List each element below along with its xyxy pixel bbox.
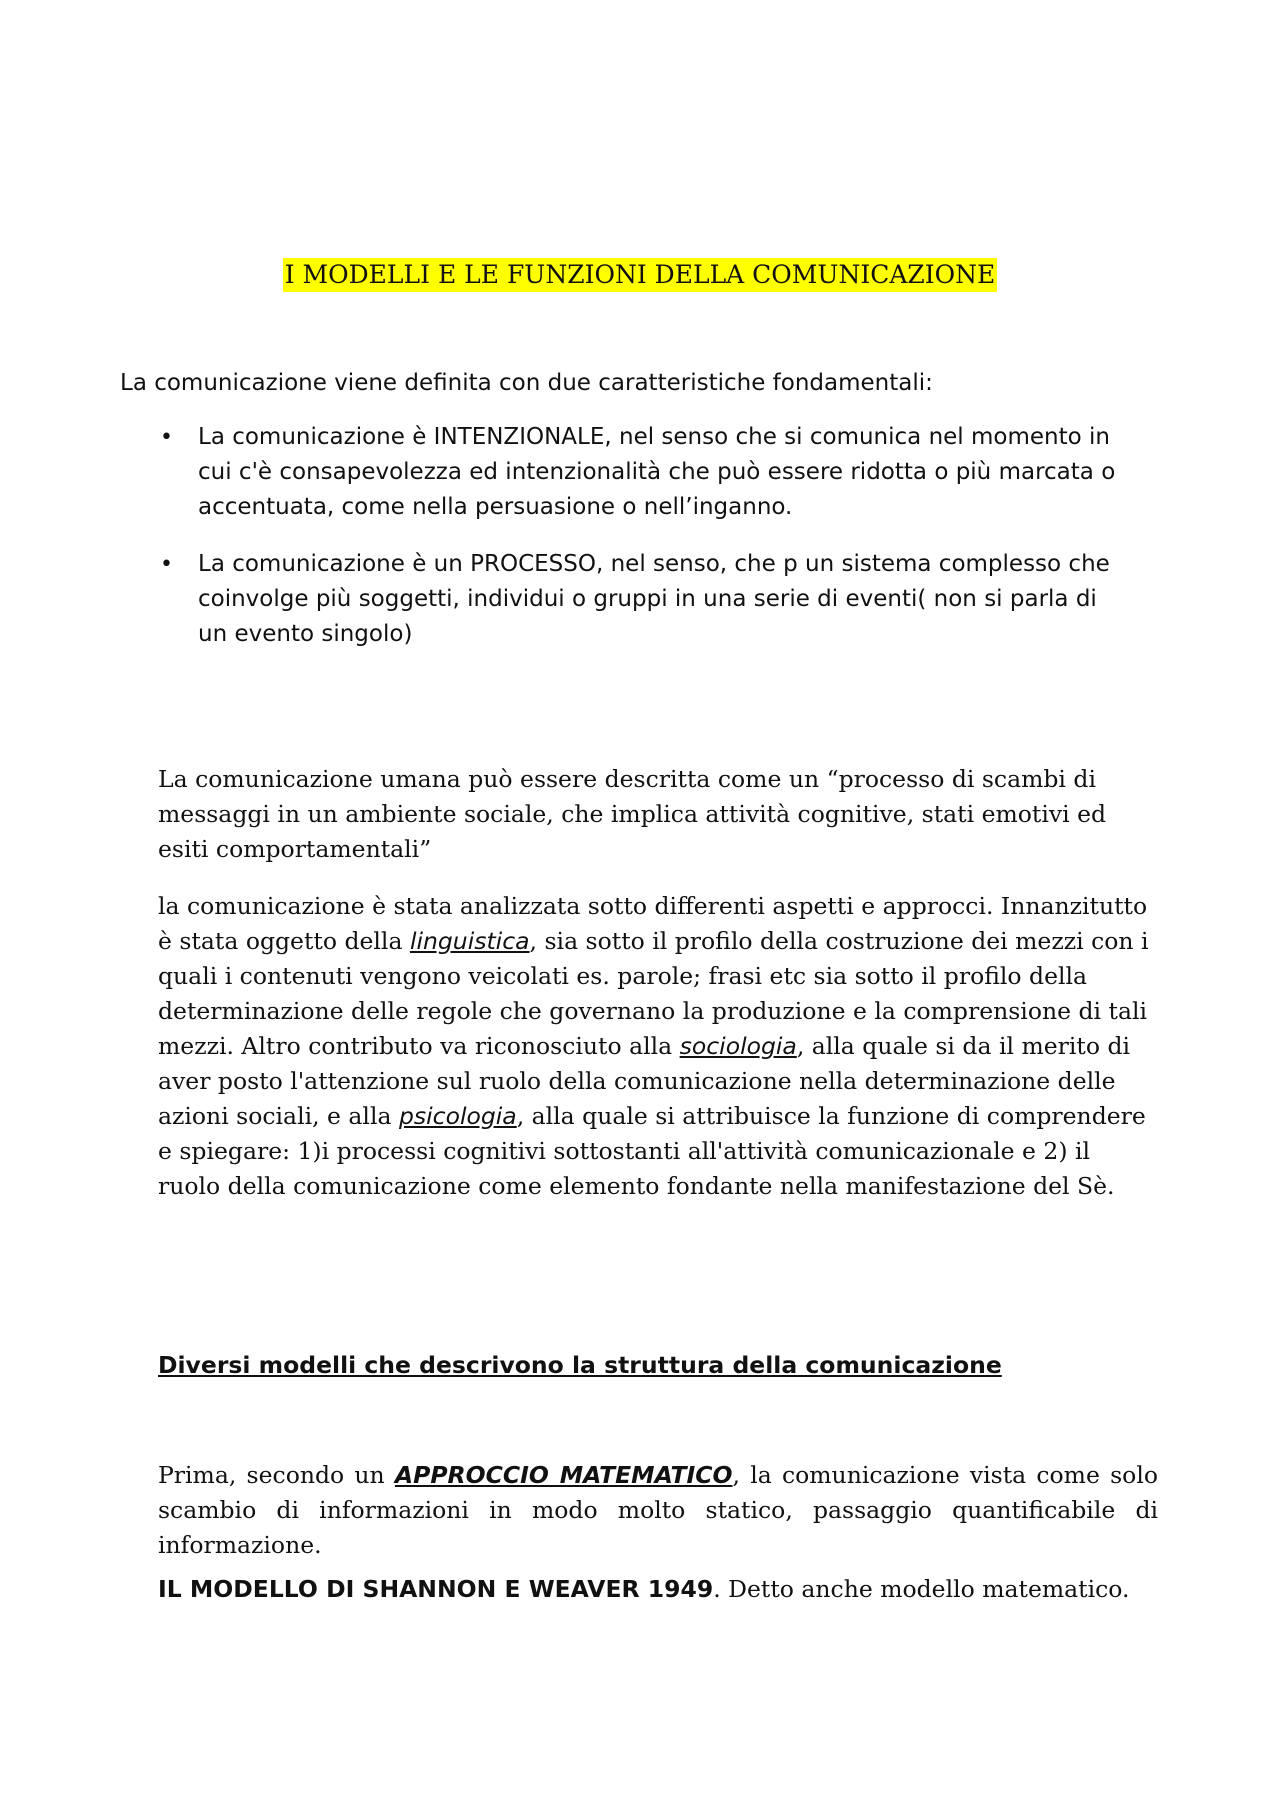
paragraph-text: , la comunicazione vista come solo scambio di informazioni in modo molto statico, passaggio quantificabile di informazione. xyxy=(158,1461,1158,1559)
bullet-icon: • xyxy=(160,552,173,577)
keyword-approccio-matematico: APPROCCIO MATEMATICO xyxy=(394,1461,733,1489)
paragraph-approaches xyxy=(158,889,1158,1204)
paragraph-text: . Detto anche modello matematico. xyxy=(713,1575,1130,1603)
paragraph-text: Prima, secondo un xyxy=(158,1461,395,1489)
paragraph-definition: La comunicazione umana può essere descritta come un “processo di scambi di messaggi in un ambiente sociale, che implica attività cognitive, stati emotivi ed esiti comportamentali” xyxy=(158,765,1107,863)
model-name: IL MODELLO DI SHANNON E WEAVER 1949 xyxy=(158,1575,714,1603)
paragraph-math-approach xyxy=(158,1458,1158,1563)
bullet-list xyxy=(160,420,1130,674)
page-title: I MODELLI E LE FUNZIONI DELLA COMUNICAZIONE xyxy=(283,258,998,292)
paragraph-text: , alla quale si attribuisce la funzione di comprendere e spiegare: 1)i processi cognitivi sottostanti all'attività comunicazionale e 2) il ruolo della comunicazione come elemento fondante nella manifestazione del Sè. xyxy=(158,1102,1146,1200)
list-item-text: La comunicazione è un PROCESSO, nel senso, che p un sistema complesso che coinvolge più soggetti, individui o gruppi in una serie di eventi( non si parla di un evento singolo) xyxy=(198,551,1110,647)
keyword-psicologia: psicologia xyxy=(398,1102,517,1130)
paragraph-text: la comunicazione è stata analizzata sotto differenti aspetti e approcci. Innanzitutto è stata oggetto della xyxy=(158,892,1148,955)
keyword-sociologia: sociologia xyxy=(679,1032,797,1060)
paragraph-shannon-weaver xyxy=(158,1572,1158,1607)
paragraph-text: , alla quale si da il merito di aver posto l'attenzione sul ruolo della comunicazione nella determinazione delle azioni sociali, e alla xyxy=(158,1032,1131,1130)
section-heading: Diversi modelli che descrivono la struttura della comunicazione xyxy=(158,1351,1002,1379)
title-container xyxy=(0,258,1280,292)
paragraph-text: , sia sotto il profilo della costruzione dei mezzi con i quali i contenuti vengono veicolati es. parole; frasi etc sia sotto il profilo della determinazione delle regole che governano la produzione e la comprensione di tali mezzi. Altro contributo va riconosciuto alla xyxy=(158,927,1149,1060)
list-item xyxy=(160,547,1130,652)
list-item xyxy=(160,420,1130,525)
intro-text: La comunicazione viene definita con due caratteristiche fondamentali: xyxy=(120,370,933,396)
bullet-icon: • xyxy=(160,425,173,450)
list-item-text: La comunicazione è INTENZIONALE, nel senso che si comunica nel momento in cui c'è consapevolezza ed intenzionalità che può essere ridotta o più marcata o accentuata, come nella persuasione o nell’inganno. xyxy=(198,424,1116,520)
keyword-linguistica: linguistica xyxy=(409,927,530,955)
